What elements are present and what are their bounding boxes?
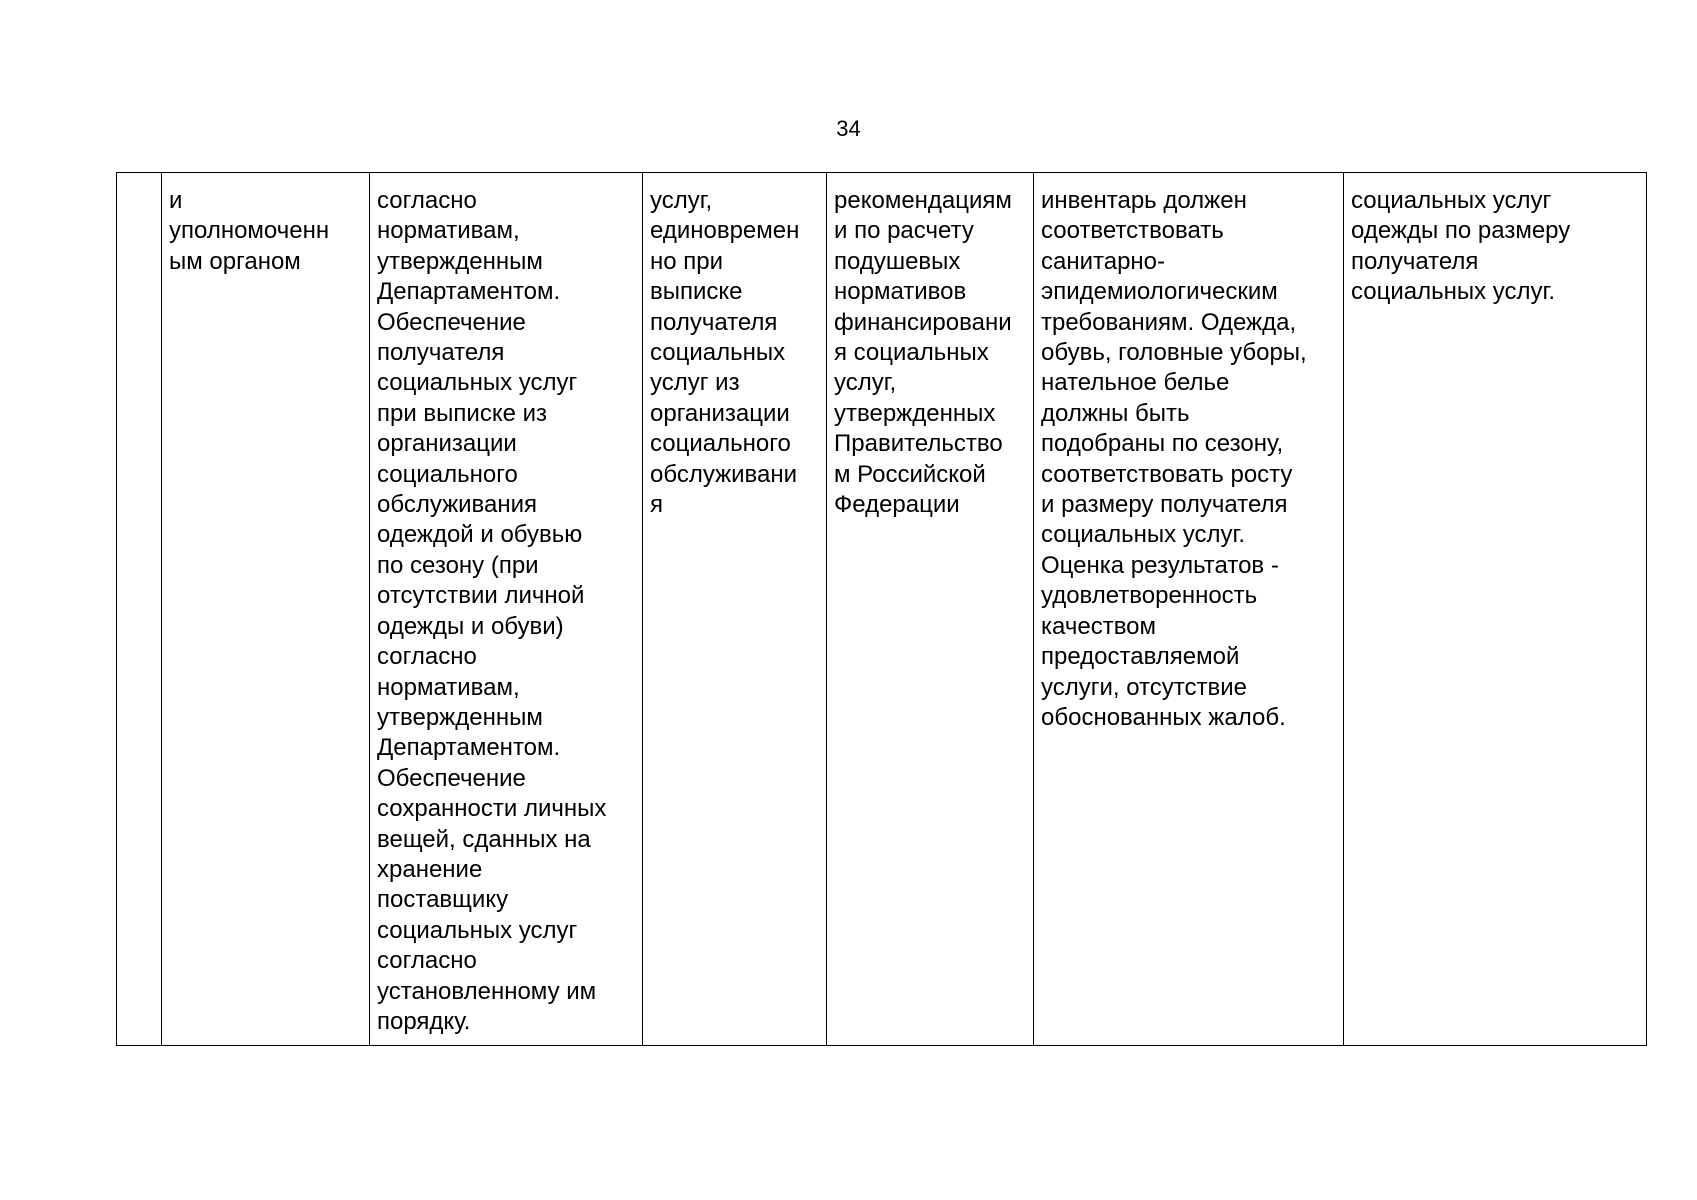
service-standards-table bbox=[116, 172, 1647, 1046]
table-cell-timing: услуг, единовремен но при выписке получателя социальных услуг из организации социального обслуживани я bbox=[643, 173, 827, 1046]
table-cell-provider: и уполномоченн ым органом bbox=[162, 173, 370, 1046]
table-cell-financing: рекомендациям и по расчету подушевых нормативов финансировани я социальных услуг, утвержденных Правительство м Российской Федерации bbox=[827, 173, 1034, 1046]
row-number-cell bbox=[117, 173, 162, 1046]
table-cell-conditions: социальных услуг одежды по размеру получателя социальных услуг. bbox=[1344, 173, 1647, 1046]
table-cell-description: согласно нормативам, утвержденным Департаментом. Обеспечение получателя социальных услуг при выписке из организации социального обслуживания одеждой и обувью по сезону (при отсутствии личной одежды и обуви) согласно нормативам, утвержденным Департаментом. Обеспечение сохранности личных вещей, сданных на хранение поставщику социальных услуг согласно установленному им порядку. bbox=[370, 173, 643, 1046]
page-number: 34 bbox=[836, 116, 861, 141]
table-cell-quality-indicators: инвентарь должен соответствовать санитарно- эпидемиологическим требованиям. Одежда, обувь, головные уборы, нательное белье должны быть подобраны по сезону, соответствовать росту и размеру получателя социальных услуг. Оценка результатов - удовлетворенность качеством предоставляемой услуги, отсутствие обоснованных жалоб. bbox=[1034, 173, 1344, 1046]
table-row bbox=[117, 173, 1647, 1046]
